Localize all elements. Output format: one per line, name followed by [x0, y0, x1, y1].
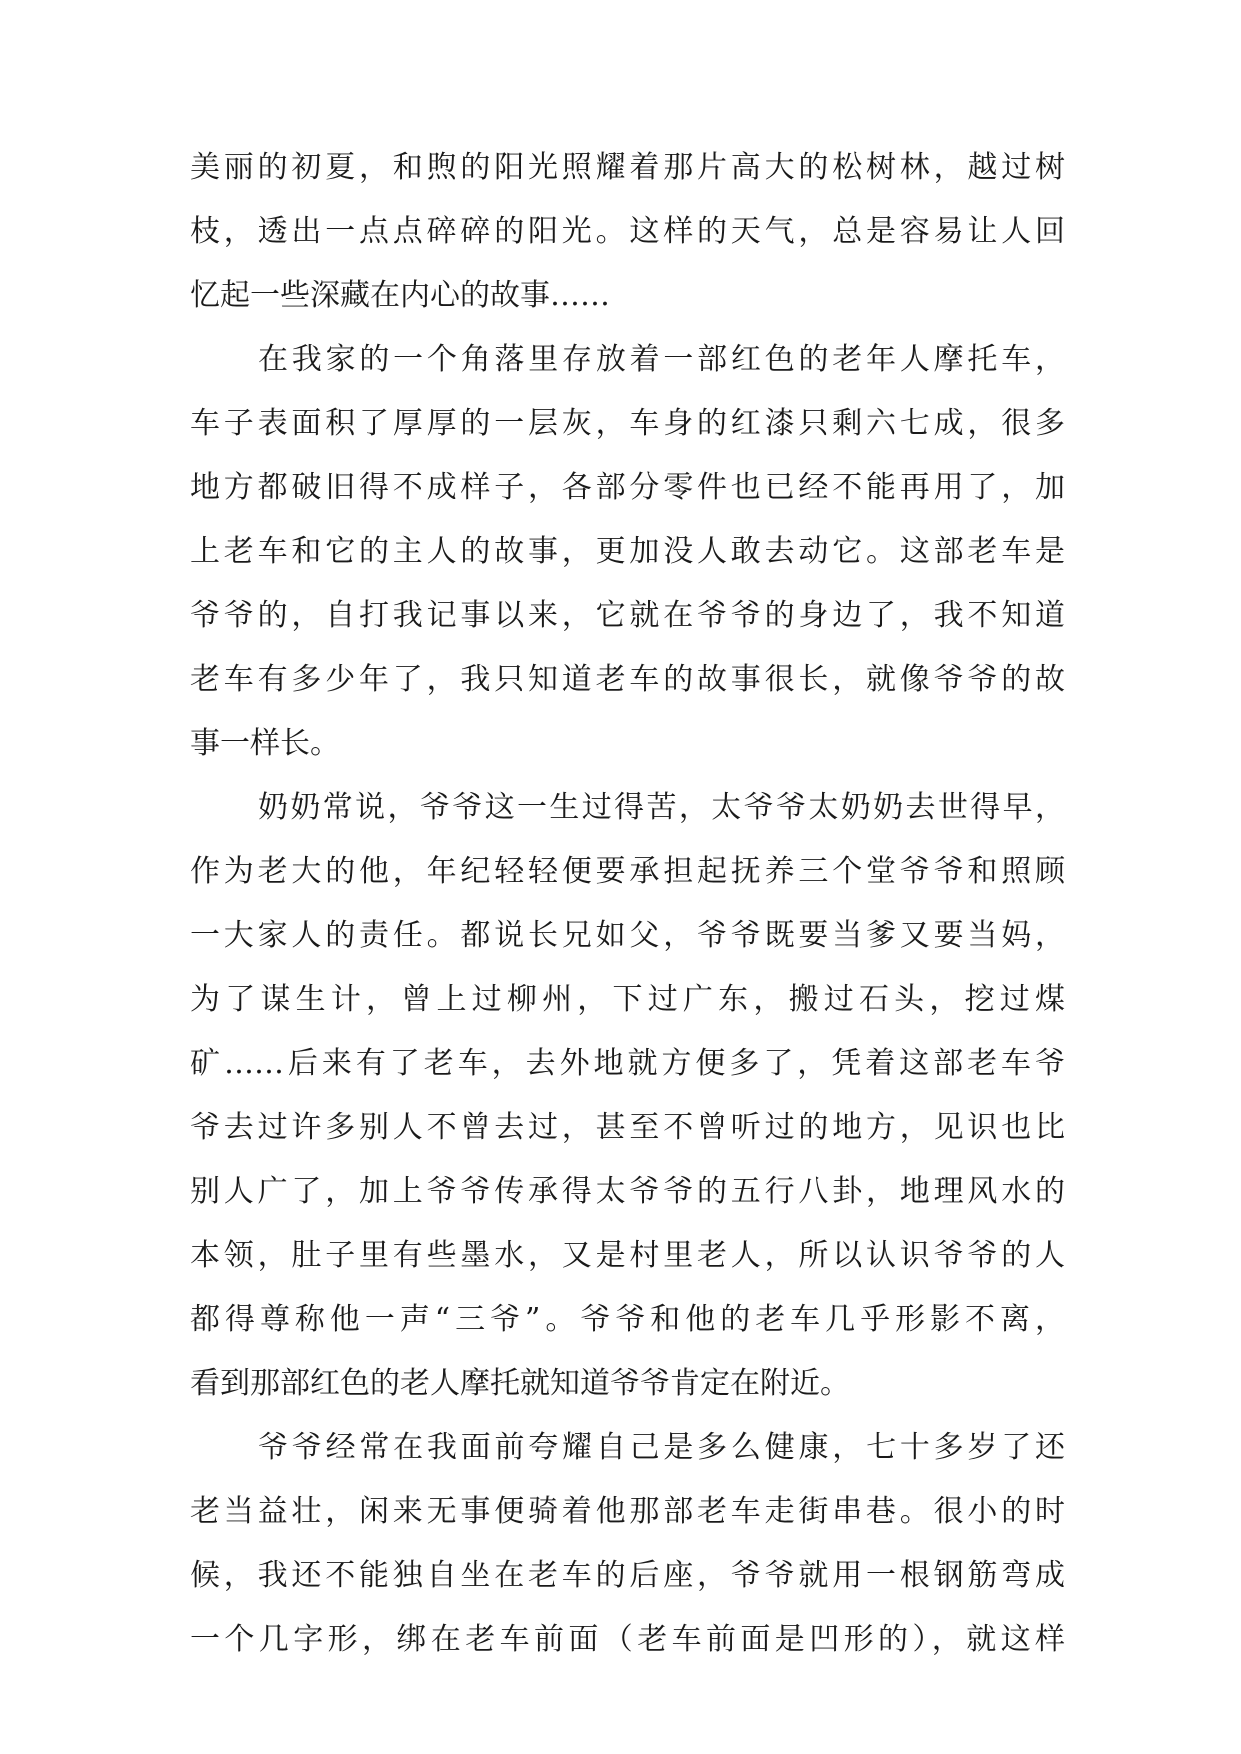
text-line: 上老车和它的主人的故事，更加没人敢去动它。这部老车是: [190, 534, 1065, 569]
text-line: 奶奶常说，爷爷这一生过得苦，太爷爷太奶奶去世得早，: [258, 790, 1065, 825]
text-line: 候，我还不能独自坐在老车的后座，爷爷就用一根钢筋弯成: [190, 1558, 1065, 1593]
text-line: 看到那部红色的老人摩托就知道爷爷肯定在附近。: [190, 1366, 850, 1401]
text-line: 别人广了，加上爷爷传承得太爷爷的五行八卦，地理风水的: [190, 1174, 1065, 1209]
text-line: 地方都破旧得不成样子，各部分零件也已经不能再用了，加: [190, 470, 1065, 505]
text-line: 爷去过许多别人不曾去过，甚至不曾听过的地方，见识也比: [190, 1110, 1065, 1145]
text-line: 车子表面积了厚厚的一层灰，车身的红漆只剩六七成，很多: [190, 406, 1065, 441]
text-line: 作为老大的他，年纪轻轻便要承担起抚养三个堂爷爷和照顾: [190, 854, 1065, 889]
text-line: 一大家人的责任。都说长兄如父，爷爷既要当爹又要当妈，: [190, 918, 1065, 953]
text-line: 为了谋生计，曾上过柳州，下过广东，搬过石头，挖过煤: [190, 982, 1065, 1017]
text-line: 枝，透出一点点碎碎的阳光。这样的天气，总是容易让人回: [190, 214, 1065, 249]
text-line: 忆起一些深藏在内心的故事……: [190, 278, 610, 313]
text-line: 爷爷经常在我面前夸耀自己是多么健康，七十多岁了还: [258, 1430, 1065, 1465]
text-line: 本领，肚子里有些墨水，又是村里老人，所以认识爷爷的人: [190, 1238, 1065, 1273]
text-line: 一个几字形，绑在老车前面（老车前面是凹形的），就这样: [190, 1622, 1065, 1657]
text-line: 在我家的一个角落里存放着一部红色的老年人摩托车，: [258, 342, 1065, 377]
text-line: 矿……后来有了老车，去外地就方便多了，凭着这部老车爷: [190, 1046, 1065, 1081]
text-line: 老车有多少年了，我只知道老车的故事很长，就像爷爷的故: [190, 662, 1065, 697]
text-line: 事一样长。: [190, 726, 340, 761]
text-line: 老当益壮，闲来无事便骑着他那部老车走街串巷。很小的时: [190, 1494, 1065, 1529]
text-line: 美丽的初夏，和煦的阳光照耀着那片高大的松树林，越过树: [190, 150, 1065, 185]
text-line: 爷爷的，自打我记事以来，它就在爷爷的身边了，我不知道: [190, 598, 1065, 633]
text-line: 都得尊称他一声“三爷”。爷爷和他的老车几乎形影不离，: [190, 1302, 1065, 1337]
